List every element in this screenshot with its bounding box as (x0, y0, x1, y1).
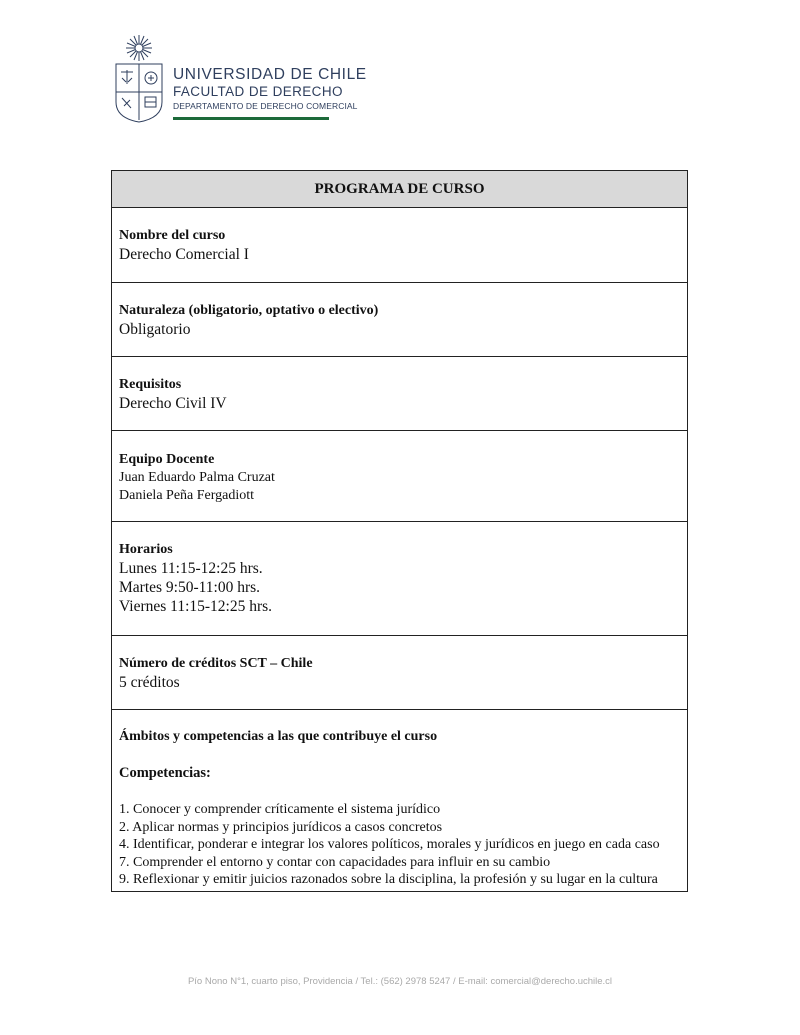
teaching-team-section (112, 430, 687, 521)
page-footer: Pío Nono N°1, cuarto piso, Providencia / Tel.: (562) 2978 5247 / E-mail: comercial@derecho.uchile.cl (187, 976, 613, 987)
competency-item: 1. Conocer y comprender críticamente el sistema jurídico (119, 802, 441, 817)
faculty-name: FACULTAD DE DERECHO (173, 84, 343, 99)
department-name: DEPARTAMENTO DE DERECHO COMERCIAL (173, 101, 358, 111)
teacher-name: Juan Eduardo Palma Cruzat (119, 470, 275, 485)
schedule-item: Lunes 11:15-12:25 hrs. (119, 560, 263, 577)
competencies-scope-label: Ámbitos y competencias a las que contribuye el curso (119, 729, 438, 744)
competency-item: 2. Aplicar normas y principios jurídicos a casos concretos (119, 819, 443, 835)
competencies-section (112, 709, 687, 891)
program-title: PROGRAMA DE CURSO (112, 171, 687, 207)
credits-label: Número de créditos SCT – Chile (119, 656, 313, 671)
university-seal-icon (113, 32, 165, 124)
nature-section (112, 282, 687, 356)
nature-value: Obligatorio (119, 321, 191, 338)
schedule-item: Martes 9:50-11:00 hrs. (119, 579, 261, 596)
requirements-section (112, 356, 687, 430)
university-header (113, 32, 413, 127)
schedule-section (112, 521, 687, 635)
competency-item: 7. Comprender el entorno y contar con capacidades para influir en su cambio (119, 854, 551, 870)
course-name-label: Nombre del curso (119, 228, 226, 243)
teacher-name: Daniela Peña Fergadiott (119, 488, 255, 503)
course-name-value: Derecho Comercial I (119, 246, 249, 263)
requirements-label: Requisitos (119, 377, 182, 392)
credits-section (112, 635, 687, 709)
program-table (111, 170, 688, 892)
university-name: UNIVERSIDAD DE CHILE (173, 66, 367, 83)
nature-label: Naturaleza (obligatorio, optativo o electivo) (119, 303, 379, 318)
course-name-section (112, 207, 687, 282)
credits-value: 5 créditos (119, 674, 180, 691)
competency-item: 9. Reflexionar y emitir juicios razonados sobre la disciplina, la profesión y su lugar en la cultura (119, 872, 658, 887)
schedule-item: Viernes 11:15-12:25 hrs. (119, 598, 273, 615)
competency-item: 4. Identificar, ponderar e integrar los valores políticos, morales y jurídicos en juego en cada caso (119, 837, 660, 852)
requirements-value: Derecho Civil IV (119, 395, 227, 412)
header-rule (173, 117, 329, 120)
competencies-label: Competencias: (119, 765, 211, 781)
schedule-label: Horarios (119, 542, 173, 557)
teaching-team-label: Equipo Docente (119, 452, 215, 467)
